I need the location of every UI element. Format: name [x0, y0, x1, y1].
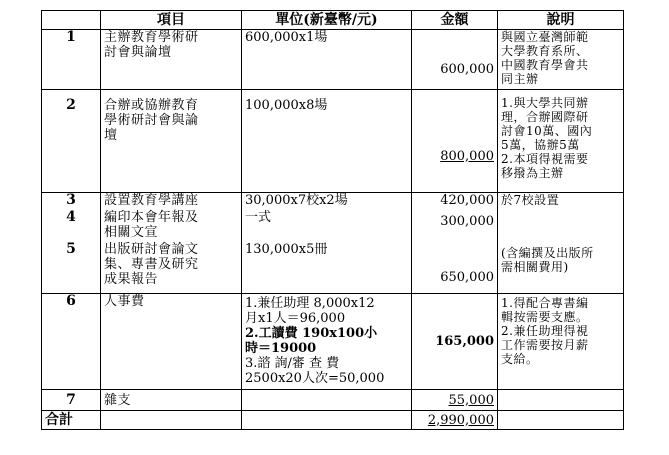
- header-amount: 金額: [412, 11, 498, 30]
- row-number: 4: [42, 210, 101, 242]
- total-amount: 2,990,000: [427, 412, 494, 428]
- unit-line: 3.諮 詢/審 查 費: [245, 356, 340, 371]
- total-empty-cell: [498, 411, 624, 430]
- note-cell: [498, 210, 624, 242]
- item-line: 出版研討會論文: [104, 241, 199, 257]
- row-number: 2: [42, 90, 101, 193]
- unit-cell: [242, 193, 412, 210]
- note-line: 移撥為主辦: [501, 166, 564, 180]
- total-row: [42, 411, 624, 430]
- unit-cell: [242, 294, 412, 390]
- table-row: [42, 30, 624, 90]
- unit-line: 1.兼任助理 8,000x12: [245, 296, 375, 311]
- total-empty-cell: [242, 411, 412, 430]
- note-line: 與國立臺灣師範: [501, 30, 589, 44]
- unit-line: 一式: [245, 209, 272, 225]
- item-line: 相關文宣: [104, 224, 159, 240]
- amount-cell: [412, 242, 498, 294]
- amount-cell: [412, 294, 498, 390]
- total-amount-cell: [412, 411, 498, 430]
- table-row: [42, 242, 624, 294]
- item-line: 編印本會年報及: [104, 209, 199, 225]
- row-number: 6: [42, 294, 101, 390]
- note-line: 同主辦: [501, 72, 539, 86]
- note-line: (含編撰及出版所: [501, 245, 594, 260]
- amount-value: 800,000: [440, 148, 494, 164]
- item-line: 討會與論壇: [104, 45, 172, 60]
- note-line: 支給。: [501, 352, 539, 366]
- unit-line: 2500x20人次=50,000: [245, 371, 385, 386]
- row-number: 1: [42, 30, 101, 90]
- note-line: 輯按需要支應。: [501, 310, 589, 324]
- note-line: 中國教育學會共: [501, 58, 589, 72]
- unit-line: 時＝19000: [245, 341, 317, 356]
- item-cell: [101, 90, 242, 193]
- table-row: [42, 390, 624, 411]
- table-row: [42, 193, 624, 210]
- note-line: 2.兼任助理得視: [501, 324, 589, 338]
- note-line: 5萬，協辦5萬: [501, 138, 580, 152]
- table-row: [42, 294, 624, 390]
- amount-cell: [412, 193, 498, 210]
- unit-line: 月x1人＝96,000: [245, 311, 346, 326]
- amount-value: 55,000: [448, 392, 494, 408]
- amount-value: 165,000: [435, 334, 494, 349]
- unit-line: 600,000x1場: [245, 30, 328, 45]
- item-cell: [101, 390, 242, 411]
- header-number: [42, 11, 101, 30]
- total-empty-cell: [101, 411, 242, 430]
- unit-line: 2.工讀費 190x100小: [245, 326, 378, 341]
- note-line: 於7校設置: [501, 193, 560, 207]
- amount-cell: [412, 30, 498, 90]
- note-cell: [498, 90, 624, 193]
- item-cell: [101, 193, 242, 210]
- item-cell: [101, 210, 242, 242]
- unit-line: 130,000x5冊: [245, 241, 328, 257]
- unit-cell: [242, 390, 412, 411]
- amount-value: 650,000: [440, 270, 494, 285]
- item-line: 集、專書及研究: [104, 256, 199, 272]
- note-cell: [498, 242, 624, 294]
- item-cell: [101, 30, 242, 90]
- note-cell: [498, 30, 624, 90]
- note-line: 理，合辦國際研: [501, 110, 589, 124]
- row-number: 5: [42, 242, 101, 294]
- unit-cell: [242, 210, 412, 242]
- item-line: 人事費: [104, 294, 145, 309]
- note-line: 1.與大學共同辦: [501, 96, 589, 110]
- item-line: 設置教育學講座: [104, 193, 199, 208]
- unit-cell: [242, 90, 412, 193]
- total-label: 合計: [42, 411, 101, 430]
- header-unit: 單位(新臺幣/元): [242, 11, 412, 30]
- note-line: 工作需要按月薪: [501, 338, 589, 352]
- amount-value: 300,000: [440, 213, 494, 229]
- row-number: 7: [42, 390, 101, 411]
- note-cell: [498, 294, 624, 390]
- budget-table: [41, 10, 624, 430]
- row-number: 3: [42, 193, 101, 210]
- item-cell: [101, 294, 242, 390]
- item-line: 壇: [104, 128, 118, 143]
- item-line: 主辦教育學術研: [104, 30, 199, 45]
- note-line: 2.本項得視需要: [501, 152, 589, 166]
- amount-cell: [412, 90, 498, 193]
- item-line: 成果報告: [104, 271, 159, 287]
- table-row: [42, 210, 624, 242]
- item-line: 合辦或協辦教育: [104, 98, 199, 113]
- note-line: 1.得配合專書編: [501, 296, 589, 310]
- unit-line: 100,000x8場: [245, 98, 328, 113]
- amount-value: 420,000: [440, 193, 494, 208]
- item-line: 雜支: [104, 392, 132, 408]
- table-row: [42, 90, 624, 193]
- item-line: 學術研討會與論: [104, 113, 199, 128]
- note-cell: [498, 193, 624, 210]
- unit-cell: [242, 242, 412, 294]
- note-line: 大學教育系所、: [501, 44, 589, 58]
- header-item: 項目: [101, 11, 242, 30]
- amount-cell: [412, 390, 498, 411]
- unit-cell: [242, 30, 412, 90]
- note-line: 需相關費用): [501, 259, 569, 274]
- amount-cell: [412, 210, 498, 242]
- amount-value: 600,000: [440, 62, 494, 77]
- note-cell: [498, 390, 624, 411]
- unit-line: 30,000x7校x2場: [245, 193, 348, 208]
- header-row: [42, 11, 624, 30]
- note-line: 討會10萬、國內: [501, 124, 593, 138]
- header-note: 說明: [498, 11, 624, 30]
- item-cell: [101, 242, 242, 294]
